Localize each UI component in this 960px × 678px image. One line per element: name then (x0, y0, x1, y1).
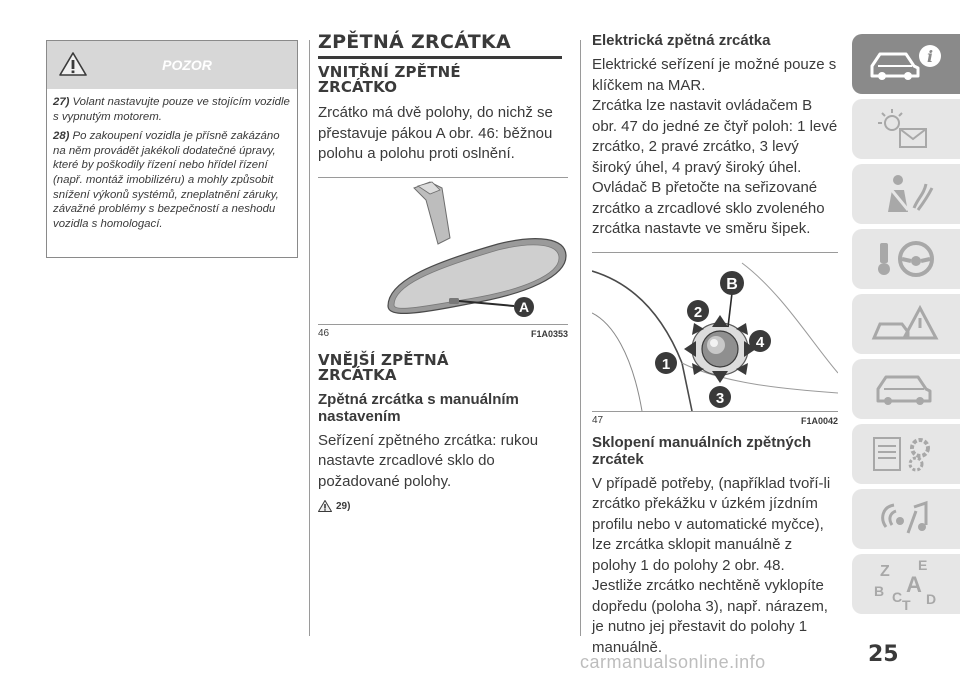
section-title-mirrors: ZPĚTNÁ ZRCÁTKA (318, 31, 512, 53)
title-underline (318, 56, 562, 59)
column-divider (580, 40, 581, 636)
rearview-mirror-illustration (318, 178, 568, 324)
label-b: B (726, 275, 738, 293)
warning-item (53, 129, 291, 231)
electric-text-2: Zrcátka lze nastavit ovládačem B obr. 47 do jedné ze čtyř poloh: 1 levé zrcátko, 2 pravé zrcátko, 3 levý široký úhel, 4 pravý široký úhel. (592, 97, 838, 176)
tab-warning-lights[interactable] (852, 99, 960, 159)
tab-index[interactable] (852, 554, 960, 614)
warning-lights-icon (866, 107, 946, 151)
index-letter: Z (880, 563, 890, 580)
label-2: 2 (693, 303, 703, 321)
figure-number: 47 (592, 414, 604, 426)
subsection-title-manual-l2: nastavením (318, 407, 401, 425)
subsection-title-electric: Elektrická zpětná zrcátka (592, 32, 771, 49)
label-4: 4 (755, 333, 765, 351)
figure-47 (592, 252, 838, 426)
subsection-title-manual-l1: Zpětná zrcátka s manuálním (318, 390, 519, 408)
column-divider (309, 40, 310, 636)
car-service-icon (866, 367, 946, 411)
label-a: A (518, 298, 530, 315)
tab-technical-data[interactable] (852, 424, 960, 484)
index-letter: D (926, 591, 937, 607)
label-3: 3 (715, 389, 725, 407)
index-letter: E (918, 557, 928, 573)
car-info-icon (866, 42, 946, 86)
info-letter: i (926, 47, 934, 66)
warning-item-number: 27) (53, 96, 70, 108)
figure-46 (318, 177, 568, 339)
label-1: 1 (661, 355, 671, 373)
figure-bottom-rule (592, 411, 838, 412)
warning-item-number: 28) (53, 130, 70, 143)
figure-bottom-rule (318, 324, 568, 325)
tab-car-info[interactable] (852, 34, 960, 94)
electric-text-1: Elektrické seřízení je možné pouze s klíčkem na MAR. (592, 56, 837, 94)
mirror-control-illustration (592, 253, 838, 411)
index-letters-icon (866, 556, 946, 612)
watermark: carmanualsonline.info (580, 652, 766, 672)
electric-text-3: Ovládač B přetočte na seřizované zrcátko a zrcadlové sklo zvoleného zrcátka nastavte ve směru šipek. (592, 179, 825, 237)
index-letter: A (906, 572, 922, 597)
warning-triangle-icon (318, 500, 332, 512)
seatbelt-airbag-icon (866, 172, 946, 216)
tab-emergency[interactable] (852, 294, 960, 354)
warning-item (53, 95, 291, 124)
subsection-title-fold-l2: zrcátek (592, 450, 644, 468)
index-letter: C (892, 589, 903, 605)
fold-text-1: V případě potřeby, (například tvoří-li zrcátko překážku v úzkém jízdním profilu nebo v automatické myčce), lze zrcátka sklopit manuálně z polohy 1 do polohy 2 obr. 48. (592, 474, 831, 574)
warning-item-text: Volant nastavujte pouze ve stojícím vozidle s vypnutým motorem. (53, 96, 290, 123)
fold-text-2: Jestliže zrcátko nechtěně vyklopíte dopředu (poloha 3), např. nárazem, je nutno jej přestavit do polohy 1 manuálně. (592, 577, 828, 656)
subsection-title-fold-l1: Sklopení manuálních zpětných (592, 433, 812, 451)
warning-header (47, 41, 297, 89)
key-steering-icon (866, 237, 946, 281)
section-title-inner-l2: ZRCÁTKO (318, 78, 398, 96)
reference-note (318, 500, 568, 512)
index-letter: B (874, 583, 885, 599)
tab-starting-driving[interactable] (852, 229, 960, 289)
warning-body (47, 89, 297, 231)
section-title-outer-l2: ZRCÁTKA (318, 365, 397, 384)
column-mirrors (318, 32, 568, 512)
breakdown-triangle-icon (866, 302, 946, 346)
inner-mirror-text: Zrcátko má dvě polohy, do nichž se přestavuje pákou A obr. 46: běžnou polohu a polohu proti oslnění. (318, 104, 553, 162)
column-electric (592, 32, 838, 658)
figure-code: F1A0042 (800, 415, 838, 426)
reference-number: 29) (336, 500, 351, 512)
tab-safety[interactable] (852, 164, 960, 224)
index-letter: T (902, 597, 911, 612)
multimedia-icon (866, 497, 946, 541)
section-title-inner-l1: VNITŘNÍ ZPĚTNÉ (318, 63, 461, 81)
tab-maintenance[interactable] (852, 359, 960, 419)
specs-gears-icon (866, 432, 946, 476)
section-title-outer-l1: VNĚJŠÍ ZPĚTNÁ (318, 350, 449, 369)
figure-number: 46 (318, 327, 330, 339)
chapter-tabs (852, 34, 960, 619)
manual-mirror-text: Seřízení zpětného zrcátka: rukou nastavte zrcadlové sklo do požadované polohy. (318, 431, 539, 490)
warning-box (46, 40, 298, 258)
warning-title: POZOR (162, 57, 212, 73)
warning-item-text: Po zakoupení vozidla je přísně zakázáno na něm provádět jakékoli dodatečné úpravy, které by poškodily řízení nebo hřídel řízení (např. montáž imobilizéru) a mohly způsobit snížení výkonů systémů, zneplatnění záruky, závažné problémy s bezpečností a neshodu vozidla s homologací. (53, 130, 280, 230)
page-number: 25 (868, 642, 899, 667)
figure-code: F1A0353 (530, 328, 568, 339)
tab-multimedia[interactable] (852, 489, 960, 549)
mirror-lever (449, 298, 459, 304)
